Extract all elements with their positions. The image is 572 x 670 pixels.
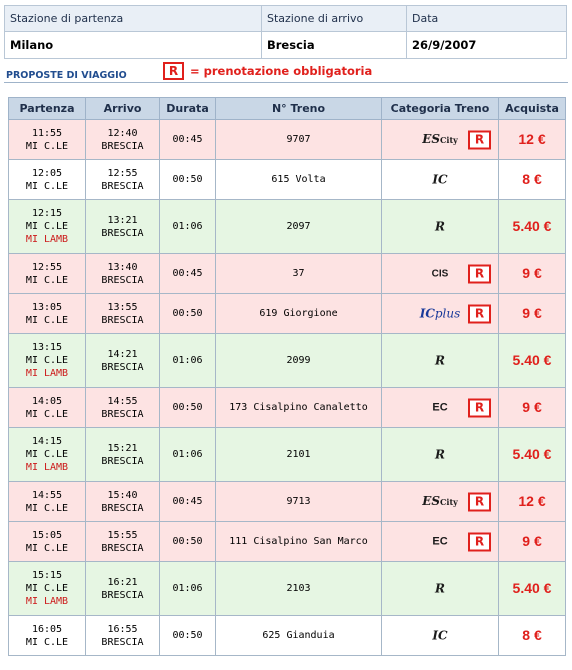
- train-number-cell: 111 Cisalpino San Marco: [216, 522, 382, 562]
- departure-via-station: MI LAMB: [25, 368, 69, 379]
- duration-cell: 00:45: [160, 482, 216, 522]
- departure-station: MI C.LE: [25, 221, 69, 232]
- table-row: [9, 428, 566, 482]
- duration-cell: 00:45: [160, 120, 216, 160]
- table-row: [9, 388, 566, 428]
- train-number-cell: 2101: [216, 428, 382, 482]
- train-category-cell: [382, 522, 499, 562]
- intercity-logo: IC: [432, 172, 448, 186]
- travel-proposals-title: PROPOSTE DI VIAGGIO: [6, 70, 127, 81]
- regionale-logo: R: [435, 219, 445, 233]
- buy-price-link[interactable]: 12 €: [499, 482, 566, 522]
- train-category-cell: [382, 254, 499, 294]
- eurostar-city-logo: ESCity: [422, 493, 458, 508]
- departure-time: 16:05: [31, 623, 63, 635]
- reservation-required-icon: R: [468, 492, 491, 511]
- table-row: [9, 482, 566, 522]
- table-row: [9, 616, 566, 656]
- arrival-cell: [86, 294, 160, 334]
- arrival-time: 15:21: [107, 442, 138, 454]
- buy-price-link[interactable]: 8 €: [499, 160, 566, 200]
- arrival-time: 15:40: [107, 489, 138, 501]
- date-value: 26/9/2007: [407, 32, 567, 59]
- arrival-time: 14:21: [107, 348, 138, 360]
- train-number-cell: 37: [216, 254, 382, 294]
- arrival-cell: [86, 428, 160, 482]
- train-category-cell: [382, 160, 499, 200]
- departure-station: MI C.LE: [25, 542, 69, 554]
- duration-cell: 01:06: [160, 562, 216, 616]
- train-category-cell: [382, 200, 499, 254]
- duration-cell: 00:50: [160, 160, 216, 200]
- buy-price-link[interactable]: 8 €: [499, 616, 566, 656]
- arrival-time: 14:55: [107, 395, 138, 407]
- train-number-cell: 619 Giorgione: [216, 294, 382, 334]
- arrival-cell: [86, 562, 160, 616]
- departure-station: MI C.LE: [25, 314, 69, 326]
- departure-cell: [9, 200, 86, 254]
- reservation-legend-text: = prenotazione obbligatoria: [190, 64, 373, 78]
- eurocity-logo: EC: [432, 535, 448, 547]
- departure-cell: [9, 254, 86, 294]
- duration-cell: 00:50: [160, 616, 216, 656]
- intercity-plus-logo: ICplus: [419, 306, 461, 320]
- departure-station: MI C.LE: [25, 449, 69, 460]
- train-category-cell: [382, 482, 499, 522]
- reservation-required-icon: R: [468, 532, 491, 551]
- departure-station: MI C.LE: [25, 274, 69, 286]
- departure-station: MI C.LE: [25, 408, 69, 420]
- arrival-station: BRESCIA: [101, 636, 144, 648]
- column-header-arrival: Arrivo: [86, 98, 160, 120]
- buy-price-link[interactable]: 9 €: [499, 388, 566, 428]
- arrival-time: 16:55: [107, 623, 138, 635]
- departure-time: 11:55: [31, 127, 63, 139]
- arrival-cell: [86, 254, 160, 294]
- table-row: [9, 254, 566, 294]
- departure-via-station: MI LAMB: [25, 596, 69, 607]
- divider: [4, 82, 568, 83]
- search-summary-table: [4, 5, 567, 59]
- buy-price-link[interactable]: 5.40 €: [499, 200, 566, 254]
- departure-cell: [9, 120, 86, 160]
- departure-via-station: MI LAMB: [25, 234, 69, 245]
- train-number-cell: 2103: [216, 562, 382, 616]
- duration-cell: 00:45: [160, 254, 216, 294]
- departure-time: 12:05: [31, 167, 63, 179]
- table-row: [9, 334, 566, 388]
- reservation-required-icon: R: [163, 62, 184, 80]
- train-number-cell: 2099: [216, 334, 382, 388]
- reservation-required-icon: R: [468, 264, 491, 283]
- train-number-cell: 615 Volta: [216, 160, 382, 200]
- departure-station: MI C.LE: [25, 180, 69, 192]
- departure-cell: [9, 160, 86, 200]
- departure-time: 13:05: [31, 301, 63, 313]
- departure-station: MI C.LE: [25, 140, 69, 152]
- column-header-duration: Durata: [160, 98, 216, 120]
- reservation-legend: [163, 62, 372, 80]
- arrival-time: 13:55: [107, 301, 138, 313]
- buy-price-link[interactable]: 9 €: [499, 522, 566, 562]
- departure-time: 14:15: [31, 436, 63, 447]
- departure-cell: [9, 562, 86, 616]
- eurocity-logo: EC: [432, 401, 448, 413]
- arrival-station: BRESCIA: [101, 314, 144, 326]
- train-number-cell: 9707: [216, 120, 382, 160]
- duration-cell: 00:50: [160, 522, 216, 562]
- arrival-station: BRESCIA: [101, 180, 144, 192]
- departure-station: MI C.LE: [25, 636, 69, 648]
- arrival-station: BRESCIA: [101, 361, 144, 373]
- duration-cell: 01:06: [160, 200, 216, 254]
- departure-time: 15:05: [31, 529, 63, 541]
- column-header-departure: Partenza: [9, 98, 86, 120]
- arrival-time: 12:40: [107, 127, 138, 139]
- regionale-logo: R: [435, 353, 445, 367]
- reservation-required-icon: R: [468, 304, 491, 323]
- arrival-cell: [86, 616, 160, 656]
- train-category-cell: [382, 616, 499, 656]
- arrival-cell: [86, 200, 160, 254]
- departure-cell: [9, 334, 86, 388]
- intercity-logo: IC: [432, 628, 448, 642]
- arrival-station: BRESCIA: [101, 502, 144, 514]
- arrival-cell: [86, 522, 160, 562]
- arrival-station-value: Brescia: [262, 32, 407, 59]
- reservation-required-icon: R: [468, 130, 491, 149]
- arrival-time: 16:21: [107, 576, 138, 588]
- arrival-cell: [86, 120, 160, 160]
- arrival-station-label: Stazione di arrivo: [262, 6, 407, 32]
- duration-cell: 00:50: [160, 388, 216, 428]
- departure-cell: [9, 616, 86, 656]
- arrival-station: BRESCIA: [101, 455, 144, 467]
- arrival-cell: [86, 482, 160, 522]
- table-row: [9, 200, 566, 254]
- train-category-cell: [382, 334, 499, 388]
- arrival-time: 12:55: [107, 167, 138, 179]
- buy-price-link[interactable]: 5.40 €: [499, 334, 566, 388]
- departure-cell: [9, 482, 86, 522]
- buy-price-link[interactable]: 12 €: [499, 120, 566, 160]
- table-row: [9, 294, 566, 334]
- departure-time: 14:05: [31, 395, 63, 407]
- table-row: [9, 160, 566, 200]
- reservation-required-icon: R: [468, 398, 491, 417]
- arrival-station: BRESCIA: [101, 408, 144, 420]
- column-header-buy: Acquista: [499, 98, 566, 120]
- train-number-cell: 2097: [216, 200, 382, 254]
- departure-station: MI C.LE: [25, 502, 69, 514]
- train-category-cell: [382, 120, 499, 160]
- train-category-cell: [382, 294, 499, 334]
- arrival-station: BRESCIA: [101, 274, 144, 286]
- departure-time: 12:55: [31, 261, 63, 273]
- departure-station-label: Stazione di partenza: [5, 6, 262, 32]
- buy-price-link[interactable]: 5.40 €: [499, 428, 566, 482]
- departure-time: 12:15: [31, 208, 63, 219]
- departure-cell: [9, 388, 86, 428]
- date-label: Data: [407, 6, 567, 32]
- departure-time: 15:15: [31, 570, 63, 581]
- table-row: [9, 562, 566, 616]
- regionale-logo: R: [435, 447, 445, 461]
- buy-price-link[interactable]: 9 €: [499, 254, 566, 294]
- arrival-time: 13:21: [107, 214, 138, 226]
- departure-time: 13:15: [31, 342, 63, 353]
- cisalpino-logo: CIS: [431, 268, 449, 279]
- arrival-time: 15:55: [107, 529, 138, 541]
- buy-price-link[interactable]: 5.40 €: [499, 562, 566, 616]
- train-category-cell: [382, 562, 499, 616]
- column-header-train-number: N° Treno: [216, 98, 382, 120]
- train-number-cell: 173 Cisalpino Canaletto: [216, 388, 382, 428]
- duration-cell: 00:50: [160, 294, 216, 334]
- arrival-cell: [86, 388, 160, 428]
- departure-time: 14:55: [31, 489, 63, 501]
- table-row: [9, 120, 566, 160]
- train-number-cell: 9713: [216, 482, 382, 522]
- departure-via-station: MI LAMB: [25, 462, 69, 473]
- train-number-cell: 625 Gianduia: [216, 616, 382, 656]
- train-category-cell: [382, 388, 499, 428]
- arrival-cell: [86, 334, 160, 388]
- departure-station: MI C.LE: [25, 355, 69, 366]
- arrival-station: BRESCIA: [101, 589, 144, 601]
- arrival-station: BRESCIA: [101, 542, 144, 554]
- arrival-station: BRESCIA: [101, 140, 144, 152]
- train-category-cell: [382, 428, 499, 482]
- departure-cell: [9, 428, 86, 482]
- column-header-train-category: Categoria Treno: [382, 98, 499, 120]
- table-row: [9, 522, 566, 562]
- results-table: [8, 97, 566, 656]
- departure-cell: [9, 294, 86, 334]
- arrival-time: 13:40: [107, 261, 138, 273]
- arrival-cell: [86, 160, 160, 200]
- departure-station-value: Milano: [5, 32, 262, 59]
- arrival-station: BRESCIA: [101, 227, 144, 239]
- eurostar-city-logo: ESCity: [422, 131, 458, 146]
- buy-price-link[interactable]: 9 €: [499, 294, 566, 334]
- duration-cell: 01:06: [160, 334, 216, 388]
- regionale-logo: R: [435, 581, 445, 595]
- duration-cell: 01:06: [160, 428, 216, 482]
- departure-cell: [9, 522, 86, 562]
- departure-station: MI C.LE: [25, 583, 69, 594]
